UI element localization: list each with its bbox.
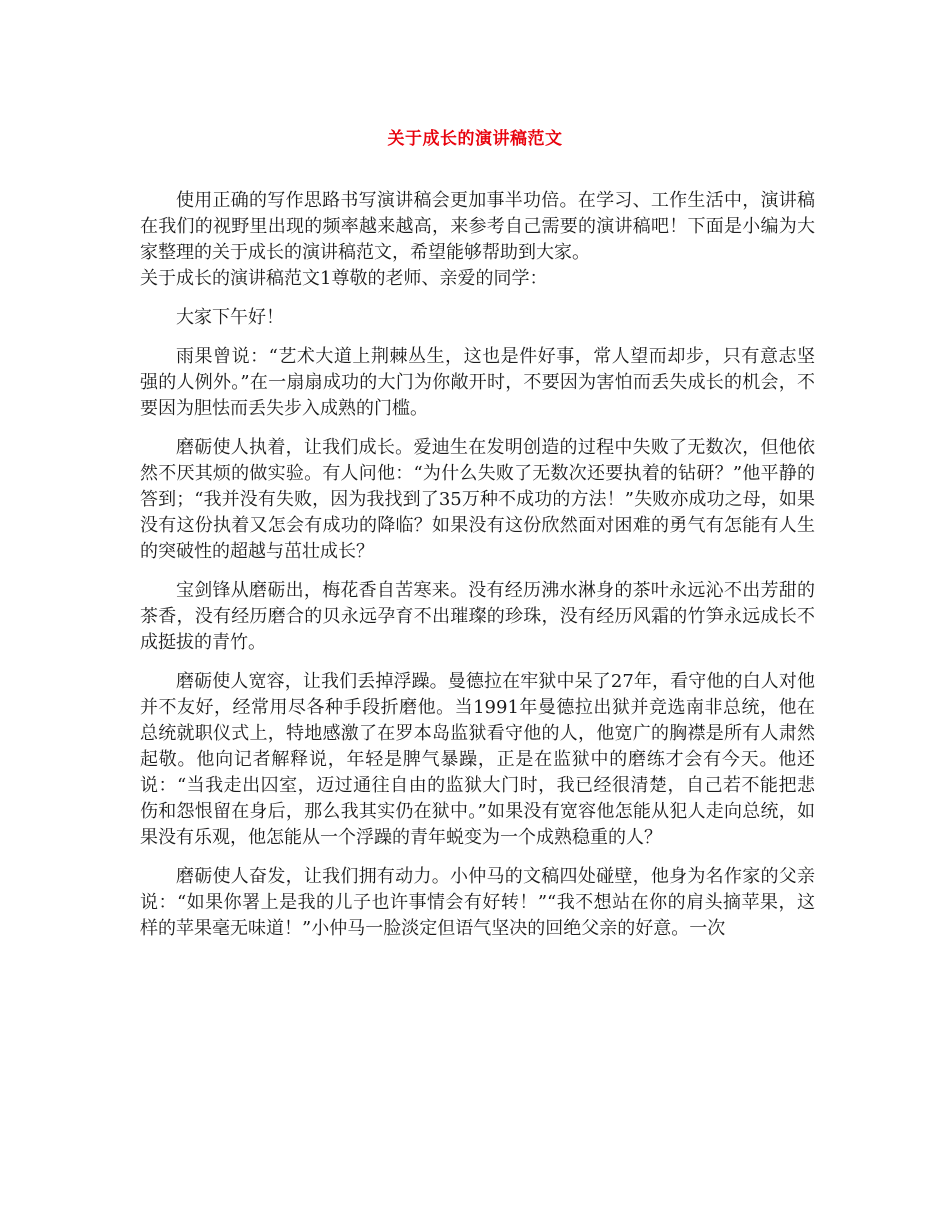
intro-paragraph: 使用正确的写作思路书写演讲稿会更加事半功倍。在学习、工作生活中，演讲稿在我们的视野里出现的频率越来越高，来参考自己需要的演讲稿吧！下面是小编为大家整理的关于成长的演讲稿范文，希望能够帮助到大家。	[140, 190, 815, 263]
section-heading: 关于成长的演讲稿范文1尊敬的老师、亲爱的同学：	[140, 268, 548, 289]
body-paragraph: 磨砺使人奋发，让我们拥有动力。小仲马的文稿四处碰壁，他身为名作家的父亲说：“如果你署上是我的儿子也许事情会有好转！”“我不想站在你的肩头摘苹果，这样的苹果毫无味道！”小仲马一脸淡定但语气坚决的回绝父亲的好意。一次	[140, 866, 815, 939]
document-body	[140, 188, 815, 942]
greeting-paragraph: 大家下午好！	[176, 307, 284, 328]
body-paragraph: 磨砺使人执着，让我们成长。爱迪生在发明创造的过程中失败了无数次，但他依然不厌其烦的做实验。有人问他：“为什么失败了无数次还要执着的钻研？”他平静的答到；“我并没有失败，因为我找到了35万种不成功的方法！”失败亦成功之母，如果没有这份执着又怎会有成功的降临？如果没有这份欣然面对困难的勇气有怎能有人生的突破性的超越与茁壮成长？	[140, 437, 815, 562]
body-paragraph: 磨砺使人宽容，让我们丢掉浮躁。曼德拉在牢狱中呆了27年，看守他的白人对他并不友好，经常用尽各种手段折磨他。当1991年曼德拉出狱并竞选南非总统，他在总统就职仪式上，特地感激了在罗本岛监狱看守他的人，他宽广的胸襟是所有人肃然起敬。他向记者解释说，年轻是脾气暴躁，正是在监狱中的磨练才会有今天。他还说：“当我走出囚室，迈过通往自由的监狱大门时，我已经很清楚，自己若不能把悲伤和怨恨留在身后，那么我其实仍在狱中。”如果没有宽容他怎能从犯人走向总统，如果没有乐观，他怎能从一个浮躁的青年蜕变为一个成熟稳重的人？	[140, 671, 815, 848]
body-paragraph: 宝剑锋从磨砺出，梅花香自苦寒来。没有经历沸水淋身的茶叶永远沁不出芳甜的茶香，没有经历磨合的贝永远孕育不出璀璨的珍珠，没有经历风霜的竹笋永远成长不成挺拔的青竹。	[140, 580, 815, 653]
body-paragraph: 雨果曾说：“艺术大道上荆棘丛生，这也是件好事，常人望而却步，只有意志坚强的人例外。”在一扇扇成功的大门为你敞开时，不要因为害怕而丢失成长的机会，不要因为胆怯而丢失步入成熟的门槛。	[140, 346, 815, 419]
document-title: 关于成长的演讲稿范文	[387, 129, 563, 149]
